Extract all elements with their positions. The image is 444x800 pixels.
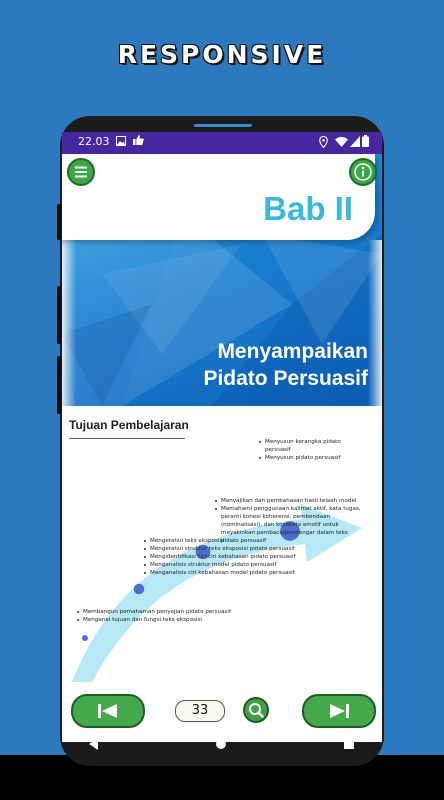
- image-icon: [116, 136, 126, 146]
- objective-step-4: [258, 438, 358, 462]
- learning-objectives: [62, 154, 382, 686]
- recent-apps-icon[interactable]: [343, 727, 355, 761]
- page-number-field[interactable]: 33: [175, 700, 225, 722]
- objective-item: Memahami penggunaan kalimat aktif, kata tugas, peranti kohesi koherensi, pembendaan (nominalisasi), dan kosakata emotif untuk meyakinkan pembaca/pendengar dalam teks pidato persuasif: [214, 505, 362, 545]
- chapter-title-line: Menyampaikan: [217, 340, 368, 363]
- objective-item: Menyusun kerangka pidato persuasif: [258, 438, 358, 454]
- phone-side-button: [57, 286, 61, 344]
- section-heading: Tujuan Pembelajaran: [69, 418, 189, 432]
- objective-step-3: [214, 497, 362, 545]
- objective-item: Menganalisis ciri kebahasan model pidato persuasif: [143, 569, 313, 577]
- chapter-number: Bab II: [263, 190, 353, 227]
- skip-previous-icon: [73, 696, 143, 726]
- previous-page-button[interactable]: [71, 694, 145, 728]
- signal-icon: [350, 136, 360, 147]
- search-icon: [245, 699, 267, 721]
- phone-side-button: [57, 356, 61, 414]
- chapter-title-line: Pidato Persuasif: [203, 367, 368, 390]
- objective-item: Menganalisis struktur model pidato persuasif: [143, 561, 313, 569]
- objective-item: Menyusun pidato persuasif: [258, 454, 358, 462]
- objective-item: Membangun pemahaman penyajian pidato persuasif: [76, 608, 246, 616]
- book-page: [62, 154, 382, 686]
- next-page-button[interactable]: [302, 694, 376, 728]
- objective-step-1: [76, 608, 246, 624]
- back-icon[interactable]: [88, 727, 100, 761]
- phone-screen: [62, 132, 382, 742]
- battery-icon: [362, 135, 369, 147]
- objective-item: Mengetahui struktur teks eksposisi pidato persuasif: [143, 545, 313, 553]
- wifi-icon: [335, 136, 348, 147]
- location-icon: [319, 136, 328, 148]
- phone-frame: [60, 116, 384, 766]
- system-navigation-bar: [60, 727, 384, 761]
- objective-item: Menyajikan dan pembahasan hasil telaah model: [214, 497, 362, 505]
- thumbs-up-icon: [132, 134, 144, 146]
- objective-item: Mengenal tujuan dan fungsi teks eksposisi: [76, 616, 246, 624]
- status-bar: [62, 132, 382, 154]
- home-icon[interactable]: [215, 727, 227, 761]
- status-time: 22.03: [78, 135, 110, 148]
- skip-next-icon: [304, 696, 374, 726]
- phone-side-button: [57, 204, 61, 240]
- objective-item: Mengetahui teks eksposisi: [143, 537, 313, 545]
- phone-speaker: [194, 124, 252, 127]
- objective-item: Mengidentifikasi ciri-ciri kebahasan pidato persuasif: [143, 553, 313, 561]
- promo-headline: RESPONSIVE: [117, 40, 327, 69]
- search-button[interactable]: [243, 697, 269, 723]
